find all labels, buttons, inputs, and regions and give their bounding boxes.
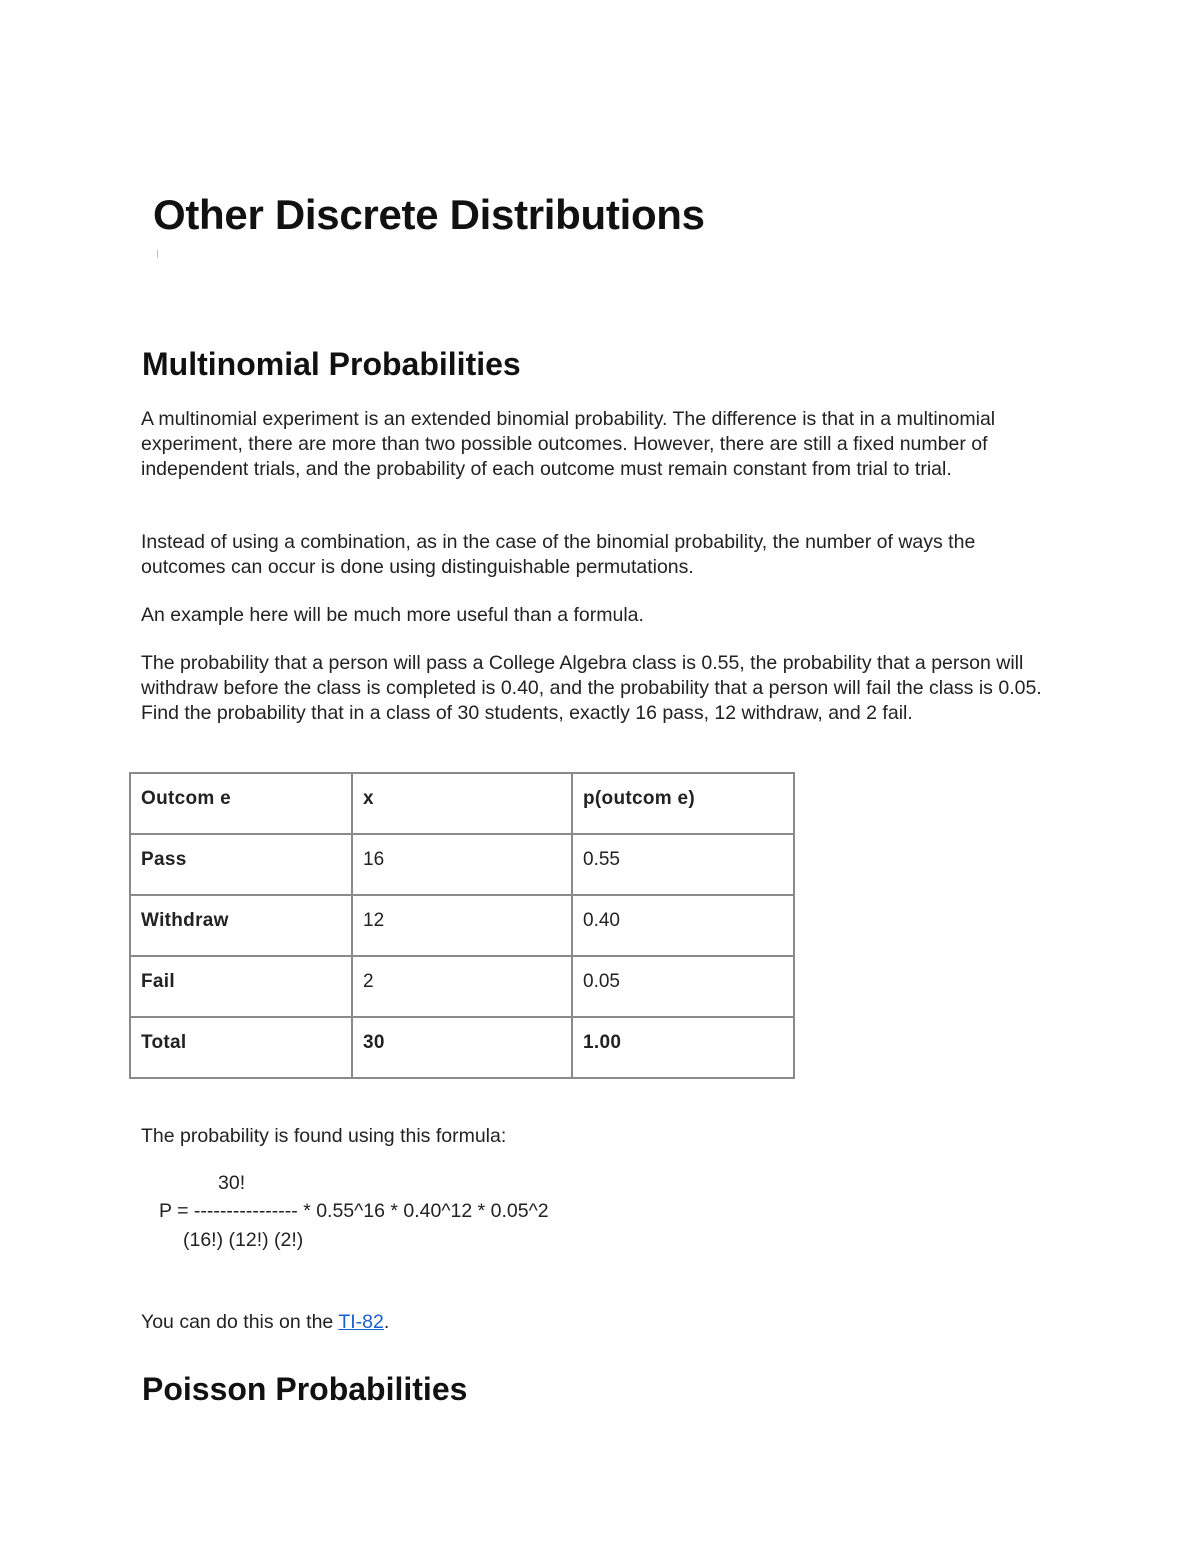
table-cell: [572, 1017, 794, 1078]
total-probability: 1.00: [583, 1032, 622, 1053]
table-cell: [352, 895, 572, 956]
table-cell: [352, 834, 572, 895]
section-heading-multinomial: Multinomial Probabilities: [142, 346, 521, 382]
outcome-table: [129, 772, 795, 1079]
row-x: 12: [363, 910, 385, 931]
row-x: 2: [363, 971, 374, 992]
table-cell: [572, 773, 794, 834]
table-cell: [352, 956, 572, 1017]
table-cell: [130, 895, 352, 956]
calculator-text-end: .: [383, 1311, 390, 1333]
formula-intro: The probability is found using this formula:: [141, 1125, 507, 1147]
row-label: Withdraw: [141, 910, 229, 931]
header-outcome: Outcom e: [141, 788, 232, 809]
table-cell: [572, 895, 794, 956]
formula-numerator: 30!: [218, 1172, 246, 1194]
table-cell: [352, 773, 572, 834]
row-x: 16: [363, 849, 385, 870]
row-label: Pass: [141, 849, 187, 870]
row-label: Fail: [141, 971, 175, 992]
table-header-row: [130, 773, 794, 834]
formula-main-line: P = ---------------- * 0.55^16 * 0.40^12 * 0.05^2: [159, 1200, 549, 1222]
paragraph-permutations: Instead of using a combination, as in the case of the binomial probability, the number of ways the outcomes can occur is done using distinguishable permutations.: [141, 531, 976, 578]
table-row: [130, 834, 794, 895]
row-probability: 0.40: [583, 910, 620, 931]
table-cell: [352, 1017, 572, 1078]
table-total-row: [130, 1017, 794, 1078]
table-row: [130, 956, 794, 1017]
document-title: Other Discrete Distributions: [153, 191, 705, 238]
table-cell: [130, 773, 352, 834]
header-x: x: [363, 788, 374, 809]
total-x: 30: [363, 1032, 385, 1053]
calculator-text: You can do this on the: [141, 1311, 339, 1333]
paragraph-example-problem: The probability that a person will pass a College Algebra class is 0.55, the probability that a person will withdraw before the class is completed is 0.40, and the probability that a person will fail the class is 0.05. Find the probability that in a class of 30 students, exactly 16 pass, 12 withdraw, and 2 fail.: [141, 652, 1042, 724]
total-label: Total: [141, 1032, 187, 1053]
table-cell: [572, 956, 794, 1017]
ti-82-link[interactable]: TI-82: [338, 1311, 384, 1333]
section-heading-poisson: Poisson Probabilities: [142, 1371, 468, 1407]
paragraph-example-intro: An example here will be much more useful than a formula.: [141, 604, 644, 626]
header-probability: p(outcom e): [583, 788, 696, 809]
row-probability: 0.05: [583, 971, 620, 992]
text-cursor-mark: [157, 250, 158, 258]
paragraph-definition: A multinomial experiment is an extended binomial probability. The difference is that in a multinomial experiment, there are more than two possible outcomes. However, there are still a fixed number of independent trials, and the probability of each outcome must remain constant from trial to trial.: [141, 408, 996, 480]
row-probability: 0.55: [583, 849, 620, 870]
table-cell: [130, 834, 352, 895]
formula-denominator: (16!) (12!) (2!): [183, 1229, 304, 1251]
table-row: [130, 895, 794, 956]
table-cell: [130, 1017, 352, 1078]
table-cell: [572, 834, 794, 895]
table-cell: [130, 956, 352, 1017]
calculator-note: [141, 1310, 1061, 1335]
